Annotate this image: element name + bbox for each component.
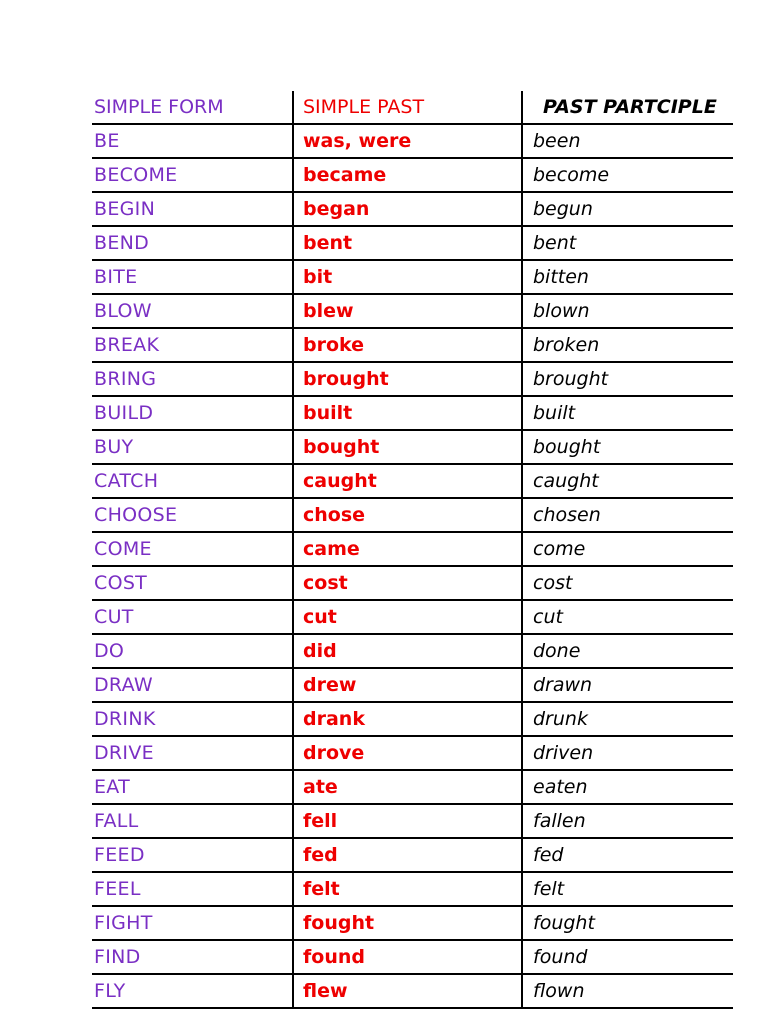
simple-past-cell: caught [293,464,522,498]
simple-form-cell: FIND [92,940,293,974]
simple-form-cell: BLOW [92,294,293,328]
table-row [92,736,733,770]
simple-form-cell: EAT [92,770,293,804]
simple-form-cell: COME [92,532,293,566]
simple-form-cell: BUY [92,430,293,464]
table-row [92,566,733,600]
table-row [92,906,733,940]
table-row [92,940,733,974]
simple-form-cell: FEED [92,838,293,872]
simple-past-cell: chose [293,498,522,532]
simple-past-cell: blew [293,294,522,328]
header-past-participle: PAST PARTCIPLE [522,91,733,124]
simple-form-cell: CATCH [92,464,293,498]
past-participle-cell: felt [522,872,733,906]
simple-form-cell: FLY [92,974,293,1008]
verb-table-sheet [92,91,733,1009]
simple-past-cell: drove [293,736,522,770]
past-participle-cell: flown [522,974,733,1008]
table-row [92,532,733,566]
table-row [92,498,733,532]
simple-form-cell: BE [92,124,293,158]
simple-form-cell: DRIVE [92,736,293,770]
past-participle-cell: become [522,158,733,192]
table-row [92,872,733,906]
past-participle-cell: drunk [522,702,733,736]
simple-past-cell: was, were [293,124,522,158]
simple-past-cell: broke [293,328,522,362]
table-row [92,328,733,362]
simple-past-cell: fought [293,906,522,940]
simple-form-cell: FEEL [92,872,293,906]
simple-form-cell: FIGHT [92,906,293,940]
table-row [92,396,733,430]
simple-past-cell: cost [293,566,522,600]
simple-form-cell: FALL [92,804,293,838]
simple-form-cell: DRAW [92,668,293,702]
table-row [92,634,733,668]
simple-form-cell: DO [92,634,293,668]
simple-past-cell: bent [293,226,522,260]
simple-past-cell: drew [293,668,522,702]
simple-form-cell: BUILD [92,396,293,430]
simple-form-cell: CUT [92,600,293,634]
past-participle-cell: cost [522,566,733,600]
table-row [92,430,733,464]
simple-past-cell: flew [293,974,522,1008]
header-row [92,91,733,124]
past-participle-cell: caught [522,464,733,498]
table-row [92,464,733,498]
past-participle-cell: drawn [522,668,733,702]
past-participle-cell: found [522,940,733,974]
table-row [92,668,733,702]
simple-form-cell: BRING [92,362,293,396]
simple-past-cell: began [293,192,522,226]
simple-form-cell: COST [92,566,293,600]
past-participle-cell: chosen [522,498,733,532]
past-participle-cell: done [522,634,733,668]
simple-past-cell: ate [293,770,522,804]
past-participle-cell: broken [522,328,733,362]
table-row [92,362,733,396]
past-participle-cell: been [522,124,733,158]
table-row [92,192,733,226]
table-row [92,158,733,192]
simple-form-cell: BITE [92,260,293,294]
simple-form-cell: BREAK [92,328,293,362]
header-simple-past: SIMPLE PAST [293,91,522,124]
simple-past-cell: did [293,634,522,668]
simple-past-cell: became [293,158,522,192]
simple-form-cell: CHOOSE [92,498,293,532]
simple-past-cell: drank [293,702,522,736]
table-row [92,294,733,328]
table-body [92,124,733,1008]
simple-past-cell: felt [293,872,522,906]
simple-past-cell: cut [293,600,522,634]
past-participle-cell: fed [522,838,733,872]
past-participle-cell: cut [522,600,733,634]
table-row [92,260,733,294]
table-row [92,702,733,736]
table-row [92,804,733,838]
table-row [92,226,733,260]
simple-form-cell: BEGIN [92,192,293,226]
past-participle-cell: bent [522,226,733,260]
past-participle-cell: built [522,396,733,430]
simple-past-cell: fell [293,804,522,838]
past-participle-cell: bought [522,430,733,464]
simple-past-cell: bought [293,430,522,464]
table-row [92,770,733,804]
simple-past-cell: brought [293,362,522,396]
past-participle-cell: brought [522,362,733,396]
past-participle-cell: fallen [522,804,733,838]
table-header [92,91,733,124]
simple-past-cell: bit [293,260,522,294]
past-participle-cell: driven [522,736,733,770]
simple-form-cell: BECOME [92,158,293,192]
past-participle-cell: fought [522,906,733,940]
irregular-verbs-table [92,91,733,1009]
past-participle-cell: come [522,532,733,566]
simple-form-cell: BEND [92,226,293,260]
simple-past-cell: came [293,532,522,566]
simple-past-cell: built [293,396,522,430]
simple-past-cell: fed [293,838,522,872]
table-row [92,124,733,158]
header-simple-form: SIMPLE FORM [92,91,293,124]
simple-form-cell: DRINK [92,702,293,736]
past-participle-cell: eaten [522,770,733,804]
past-participle-cell: begun [522,192,733,226]
past-participle-cell: blown [522,294,733,328]
table-row [92,838,733,872]
table-row [92,600,733,634]
past-participle-cell: bitten [522,260,733,294]
table-row [92,974,733,1008]
simple-past-cell: found [293,940,522,974]
